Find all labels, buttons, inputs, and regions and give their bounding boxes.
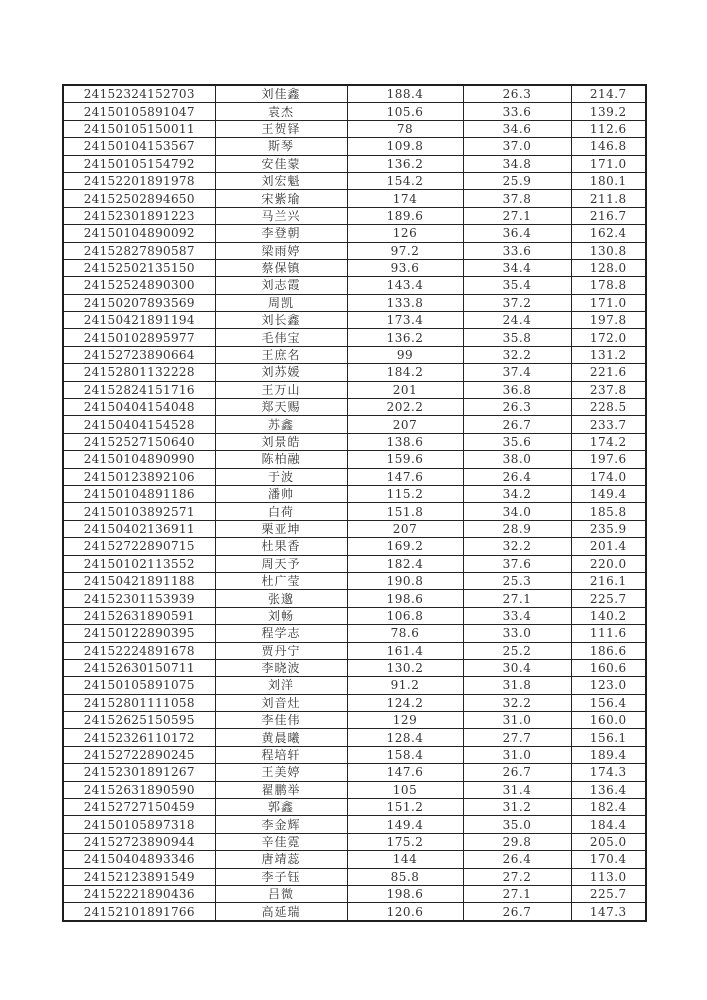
name-cell: 李子钰: [215, 868, 347, 885]
candidate-id-cell: 24150122890395: [63, 625, 215, 642]
name-cell: 斯琴: [215, 138, 347, 155]
score2-cell: 37.8: [463, 190, 571, 207]
table-row: [63, 520, 646, 537]
score1-cell: 188.4: [347, 85, 463, 103]
table-row: [63, 416, 646, 433]
name-cell: 刘宏魁: [215, 172, 347, 189]
score2-cell: 26.7: [463, 903, 571, 921]
name-cell: 安佳蒙: [215, 155, 347, 172]
total-score-cell: 111.6: [571, 625, 646, 642]
table-row: [63, 799, 646, 816]
table-row: [63, 225, 646, 242]
candidate-id-cell: 24150207893569: [63, 294, 215, 311]
table-row: [63, 868, 646, 885]
total-score-cell: 216.7: [571, 207, 646, 224]
name-cell: 贾丹宁: [215, 642, 347, 659]
name-cell: 蔡保镇: [215, 259, 347, 276]
candidate-id-cell: 24150103892571: [63, 503, 215, 520]
score1-cell: 173.4: [347, 312, 463, 329]
score2-cell: 37.6: [463, 555, 571, 572]
score1-cell: 138.6: [347, 433, 463, 450]
score2-cell: 32.2: [463, 694, 571, 711]
name-cell: 翟鹏举: [215, 781, 347, 798]
score1-cell: 128.4: [347, 729, 463, 746]
score1-cell: 144: [347, 851, 463, 868]
name-cell: 栗亚坤: [215, 520, 347, 537]
total-score-cell: 225.7: [571, 590, 646, 607]
total-score-cell: 185.8: [571, 503, 646, 520]
name-cell: 王庶名: [215, 346, 347, 363]
score1-cell: 147.6: [347, 468, 463, 485]
candidate-id-cell: 24152631890591: [63, 607, 215, 624]
name-cell: 苏鑫: [215, 416, 347, 433]
total-score-cell: 216.1: [571, 572, 646, 589]
candidate-id-cell: 24152101891766: [63, 903, 215, 921]
score2-cell: 32.2: [463, 538, 571, 555]
total-score-cell: 172.0: [571, 329, 646, 346]
table-row: [63, 572, 646, 589]
total-score-cell: 113.0: [571, 868, 646, 885]
table-row: [63, 642, 646, 659]
table-row: [63, 677, 646, 694]
name-cell: 刘长鑫: [215, 312, 347, 329]
total-score-cell: 128.0: [571, 259, 646, 276]
table-row: [63, 242, 646, 259]
score1-cell: 151.2: [347, 799, 463, 816]
candidate-id-cell: 24152801132228: [63, 364, 215, 381]
candidate-id-cell: 24152502135150: [63, 259, 215, 276]
table-row: [63, 346, 646, 363]
score2-cell: 27.1: [463, 590, 571, 607]
candidate-id-cell: 24152801111058: [63, 694, 215, 711]
candidate-id-cell: 24150104890092: [63, 225, 215, 242]
table-row: [63, 485, 646, 502]
name-cell: 王万山: [215, 381, 347, 398]
score1-cell: 126: [347, 225, 463, 242]
score2-cell: 37.4: [463, 364, 571, 381]
table-row: [63, 712, 646, 729]
candidate-id-cell: 24152221890436: [63, 885, 215, 902]
table-row: [63, 451, 646, 468]
total-score-cell: 201.4: [571, 538, 646, 555]
name-cell: 梁雨婷: [215, 242, 347, 259]
score1-cell: 154.2: [347, 172, 463, 189]
total-score-cell: 160.6: [571, 659, 646, 676]
name-cell: 唐靖蕊: [215, 851, 347, 868]
score2-cell: 26.4: [463, 468, 571, 485]
candidate-id-cell: 24150404893346: [63, 851, 215, 868]
name-cell: 郑天赐: [215, 399, 347, 416]
score2-cell: 30.4: [463, 659, 571, 676]
score2-cell: 32.2: [463, 346, 571, 363]
total-score-cell: 136.4: [571, 781, 646, 798]
score1-cell: 105.6: [347, 103, 463, 120]
candidate-id-cell: 24150105891075: [63, 677, 215, 694]
candidate-id-cell: 24152524890300: [63, 277, 215, 294]
total-score-cell: 197.6: [571, 451, 646, 468]
name-cell: 李金辉: [215, 816, 347, 833]
score1-cell: 182.4: [347, 555, 463, 572]
table-row: [63, 207, 646, 224]
total-score-cell: 205.0: [571, 833, 646, 850]
table-row: [63, 851, 646, 868]
candidate-id-cell: 24152630150711: [63, 659, 215, 676]
candidate-id-cell: 24152123891549: [63, 868, 215, 885]
candidate-id-cell: 24152224891678: [63, 642, 215, 659]
candidate-id-cell: 24150123892106: [63, 468, 215, 485]
score1-cell: 158.4: [347, 746, 463, 763]
total-score-cell: 130.8: [571, 242, 646, 259]
score1-cell: 201: [347, 381, 463, 398]
score2-cell: 27.1: [463, 885, 571, 902]
candidate-id-cell: 24150421891188: [63, 572, 215, 589]
table-row: [63, 555, 646, 572]
total-score-cell: 140.2: [571, 607, 646, 624]
score2-cell: 31.2: [463, 799, 571, 816]
score1-cell: 184.2: [347, 364, 463, 381]
score2-cell: 35.4: [463, 277, 571, 294]
candidate-id-cell: 24150404154048: [63, 399, 215, 416]
score1-cell: 202.2: [347, 399, 463, 416]
candidate-id-cell: 24150421891194: [63, 312, 215, 329]
candidate-id-cell: 24152723890664: [63, 346, 215, 363]
total-score-cell: 235.9: [571, 520, 646, 537]
name-cell: 郭鑫: [215, 799, 347, 816]
name-cell: 周凯: [215, 294, 347, 311]
score2-cell: 31.0: [463, 712, 571, 729]
total-score-cell: 171.0: [571, 294, 646, 311]
candidate-id-cell: 24152722890715: [63, 538, 215, 555]
candidate-id-cell: 24150105891047: [63, 103, 215, 120]
name-cell: 陈柏融: [215, 451, 347, 468]
table-row: [63, 85, 646, 103]
candidate-id-cell: 24152301891223: [63, 207, 215, 224]
candidate-id-cell: 24150105150011: [63, 120, 215, 137]
name-cell: 刘景皓: [215, 433, 347, 450]
table-row: [63, 625, 646, 642]
total-score-cell: 186.6: [571, 642, 646, 659]
name-cell: 王贺铎: [215, 120, 347, 137]
score2-cell: 26.3: [463, 399, 571, 416]
table-row: [63, 746, 646, 763]
score2-cell: 33.4: [463, 607, 571, 624]
total-score-cell: 123.0: [571, 677, 646, 694]
table-row: [63, 833, 646, 850]
total-score-cell: 146.8: [571, 138, 646, 155]
score1-cell: 151.8: [347, 503, 463, 520]
table-row: [63, 172, 646, 189]
score1-cell: 120.6: [347, 903, 463, 921]
candidate-id-cell: 24152723890944: [63, 833, 215, 850]
score2-cell: 31.4: [463, 781, 571, 798]
candidate-id-cell: 24152827890587: [63, 242, 215, 259]
candidate-id-cell: 24152324152703: [63, 85, 215, 103]
total-score-cell: 228.5: [571, 399, 646, 416]
table-row: [63, 903, 646, 921]
score2-cell: 34.6: [463, 120, 571, 137]
score1-cell: 136.2: [347, 329, 463, 346]
candidate-id-cell: 24152301891267: [63, 764, 215, 781]
total-score-cell: 131.2: [571, 346, 646, 363]
total-score-cell: 225.7: [571, 885, 646, 902]
candidate-id-cell: 24150104890990: [63, 451, 215, 468]
candidate-id-cell: 24152722890245: [63, 746, 215, 763]
total-score-cell: 162.4: [571, 225, 646, 242]
table-row: [63, 503, 646, 520]
table-row: [63, 764, 646, 781]
candidate-id-cell: 24150105154792: [63, 155, 215, 172]
table-row: [63, 329, 646, 346]
total-score-cell: 189.4: [571, 746, 646, 763]
score2-cell: 25.9: [463, 172, 571, 189]
score1-cell: 207: [347, 520, 463, 537]
score1-cell: 91.2: [347, 677, 463, 694]
total-score-cell: 220.0: [571, 555, 646, 572]
total-score-cell: 233.7: [571, 416, 646, 433]
candidate-id-cell: 24150404154528: [63, 416, 215, 433]
candidate-id-cell: 24150102895977: [63, 329, 215, 346]
table-row: [63, 781, 646, 798]
score1-cell: 78: [347, 120, 463, 137]
total-score-cell: 184.4: [571, 816, 646, 833]
candidate-id-cell: 24150104153567: [63, 138, 215, 155]
table-row: [63, 190, 646, 207]
score1-cell: 133.8: [347, 294, 463, 311]
name-cell: 程培轩: [215, 746, 347, 763]
score2-cell: 33.6: [463, 242, 571, 259]
name-cell: 白荷: [215, 503, 347, 520]
candidate-id-cell: 24152625150595: [63, 712, 215, 729]
score1-cell: 93.6: [347, 259, 463, 276]
score1-cell: 129: [347, 712, 463, 729]
name-cell: 程学志: [215, 625, 347, 642]
total-score-cell: 174.2: [571, 433, 646, 450]
name-cell: 毛伟宝: [215, 329, 347, 346]
total-score-cell: 178.8: [571, 277, 646, 294]
name-cell: 潘帅: [215, 485, 347, 502]
total-score-cell: 174.0: [571, 468, 646, 485]
score1-cell: 161.4: [347, 642, 463, 659]
total-score-cell: 112.6: [571, 120, 646, 137]
candidate-id-cell: 24150105897318: [63, 816, 215, 833]
total-score-cell: 156.4: [571, 694, 646, 711]
total-score-cell: 139.2: [571, 103, 646, 120]
name-cell: 袁杰: [215, 103, 347, 120]
table-row: [63, 816, 646, 833]
score2-cell: 36.8: [463, 381, 571, 398]
name-cell: 刘音灶: [215, 694, 347, 711]
score1-cell: 207: [347, 416, 463, 433]
table-row: [63, 885, 646, 902]
score1-cell: 174: [347, 190, 463, 207]
score2-cell: 35.8: [463, 329, 571, 346]
score2-cell: 26.7: [463, 764, 571, 781]
name-cell: 王美婷: [215, 764, 347, 781]
table-row: [63, 399, 646, 416]
candidate-id-cell: 24152527150640: [63, 433, 215, 450]
table-row: [63, 120, 646, 137]
score2-cell: 29.8: [463, 833, 571, 850]
name-cell: 刘佳鑫: [215, 85, 347, 103]
score1-cell: 149.4: [347, 816, 463, 833]
total-score-cell: 174.3: [571, 764, 646, 781]
candidate-id-cell: 24152727150459: [63, 799, 215, 816]
score2-cell: 31.8: [463, 677, 571, 694]
name-cell: 杜果香: [215, 538, 347, 555]
score1-cell: 198.6: [347, 885, 463, 902]
score-table: [62, 84, 647, 922]
score1-cell: 99: [347, 346, 463, 363]
score1-cell: 169.2: [347, 538, 463, 555]
table-row: [63, 433, 646, 450]
name-cell: 刘洋: [215, 677, 347, 694]
total-score-cell: 149.4: [571, 485, 646, 502]
score2-cell: 37.2: [463, 294, 571, 311]
name-cell: 高延瑞: [215, 903, 347, 921]
total-score-cell: 182.4: [571, 799, 646, 816]
name-cell: 李晓波: [215, 659, 347, 676]
table-row: [63, 277, 646, 294]
name-cell: 周天予: [215, 555, 347, 572]
score1-cell: 115.2: [347, 485, 463, 502]
score2-cell: 25.2: [463, 642, 571, 659]
score2-cell: 24.4: [463, 312, 571, 329]
score1-cell: 143.4: [347, 277, 463, 294]
candidate-id-cell: 24152502894650: [63, 190, 215, 207]
name-cell: 黄晨曦: [215, 729, 347, 746]
table-row: [63, 590, 646, 607]
name-cell: 宋紫瑜: [215, 190, 347, 207]
score2-cell: 36.4: [463, 225, 571, 242]
table-row: [63, 659, 646, 676]
score1-cell: 105: [347, 781, 463, 798]
name-cell: 于波: [215, 468, 347, 485]
table-row: [63, 607, 646, 624]
score1-cell: 97.2: [347, 242, 463, 259]
candidate-id-cell: 24150102113552: [63, 555, 215, 572]
candidate-id-cell: 24152326110172: [63, 729, 215, 746]
score2-cell: 27.1: [463, 207, 571, 224]
score1-cell: 189.6: [347, 207, 463, 224]
candidate-id-cell: 24150402136911: [63, 520, 215, 537]
score2-cell: 34.2: [463, 485, 571, 502]
score1-cell: 124.2: [347, 694, 463, 711]
score1-cell: 106.8: [347, 607, 463, 624]
table-row: [63, 138, 646, 155]
score2-cell: 27.2: [463, 868, 571, 885]
score2-cell: 34.0: [463, 503, 571, 520]
name-cell: 李登朝: [215, 225, 347, 242]
score2-cell: 26.7: [463, 416, 571, 433]
score2-cell: 37.0: [463, 138, 571, 155]
total-score-cell: 237.8: [571, 381, 646, 398]
score2-cell: 35.0: [463, 816, 571, 833]
table-row: [63, 694, 646, 711]
name-cell: 马兰兴: [215, 207, 347, 224]
name-cell: 吕微: [215, 885, 347, 902]
total-score-cell: 180.1: [571, 172, 646, 189]
table-row: [63, 381, 646, 398]
score1-cell: 130.2: [347, 659, 463, 676]
score2-cell: 34.8: [463, 155, 571, 172]
score2-cell: 33.0: [463, 625, 571, 642]
candidate-id-cell: 24152201891978: [63, 172, 215, 189]
candidate-id-cell: 24152631890590: [63, 781, 215, 798]
table-row: [63, 103, 646, 120]
name-cell: 张邈: [215, 590, 347, 607]
table-row: [63, 312, 646, 329]
candidate-id-cell: 24152824151716: [63, 381, 215, 398]
name-cell: 杜广莹: [215, 572, 347, 589]
score-table-body: [63, 85, 646, 921]
score2-cell: 34.4: [463, 259, 571, 276]
total-score-cell: 214.7: [571, 85, 646, 103]
score1-cell: 78.6: [347, 625, 463, 642]
table-row: [63, 364, 646, 381]
score2-cell: 25.3: [463, 572, 571, 589]
score2-cell: 26.4: [463, 851, 571, 868]
score1-cell: 175.2: [347, 833, 463, 850]
score2-cell: 38.0: [463, 451, 571, 468]
table-row: [63, 729, 646, 746]
score1-cell: 198.6: [347, 590, 463, 607]
score1-cell: 109.8: [347, 138, 463, 155]
table-row: [63, 259, 646, 276]
score1-cell: 147.6: [347, 764, 463, 781]
candidate-id-cell: 24152301153939: [63, 590, 215, 607]
total-score-cell: 171.0: [571, 155, 646, 172]
total-score-cell: 156.1: [571, 729, 646, 746]
score1-cell: 136.2: [347, 155, 463, 172]
score2-cell: 35.6: [463, 433, 571, 450]
score2-cell: 28.9: [463, 520, 571, 537]
total-score-cell: 160.0: [571, 712, 646, 729]
total-score-cell: 221.6: [571, 364, 646, 381]
score2-cell: 31.0: [463, 746, 571, 763]
total-score-cell: 211.8: [571, 190, 646, 207]
table-row: [63, 294, 646, 311]
name-cell: 刘苏媛: [215, 364, 347, 381]
name-cell: 辛佳霓: [215, 833, 347, 850]
total-score-cell: 197.8: [571, 312, 646, 329]
score2-cell: 27.7: [463, 729, 571, 746]
score1-cell: 85.8: [347, 868, 463, 885]
score1-cell: 190.8: [347, 572, 463, 589]
table-row: [63, 468, 646, 485]
table-row: [63, 155, 646, 172]
score2-cell: 26.3: [463, 85, 571, 103]
score2-cell: 33.6: [463, 103, 571, 120]
name-cell: 刘畅: [215, 607, 347, 624]
name-cell: 刘志霞: [215, 277, 347, 294]
name-cell: 李佳伟: [215, 712, 347, 729]
total-score-cell: 147.3: [571, 903, 646, 921]
total-score-cell: 170.4: [571, 851, 646, 868]
candidate-id-cell: 24150104891186: [63, 485, 215, 502]
table-row: [63, 538, 646, 555]
score1-cell: 159.6: [347, 451, 463, 468]
